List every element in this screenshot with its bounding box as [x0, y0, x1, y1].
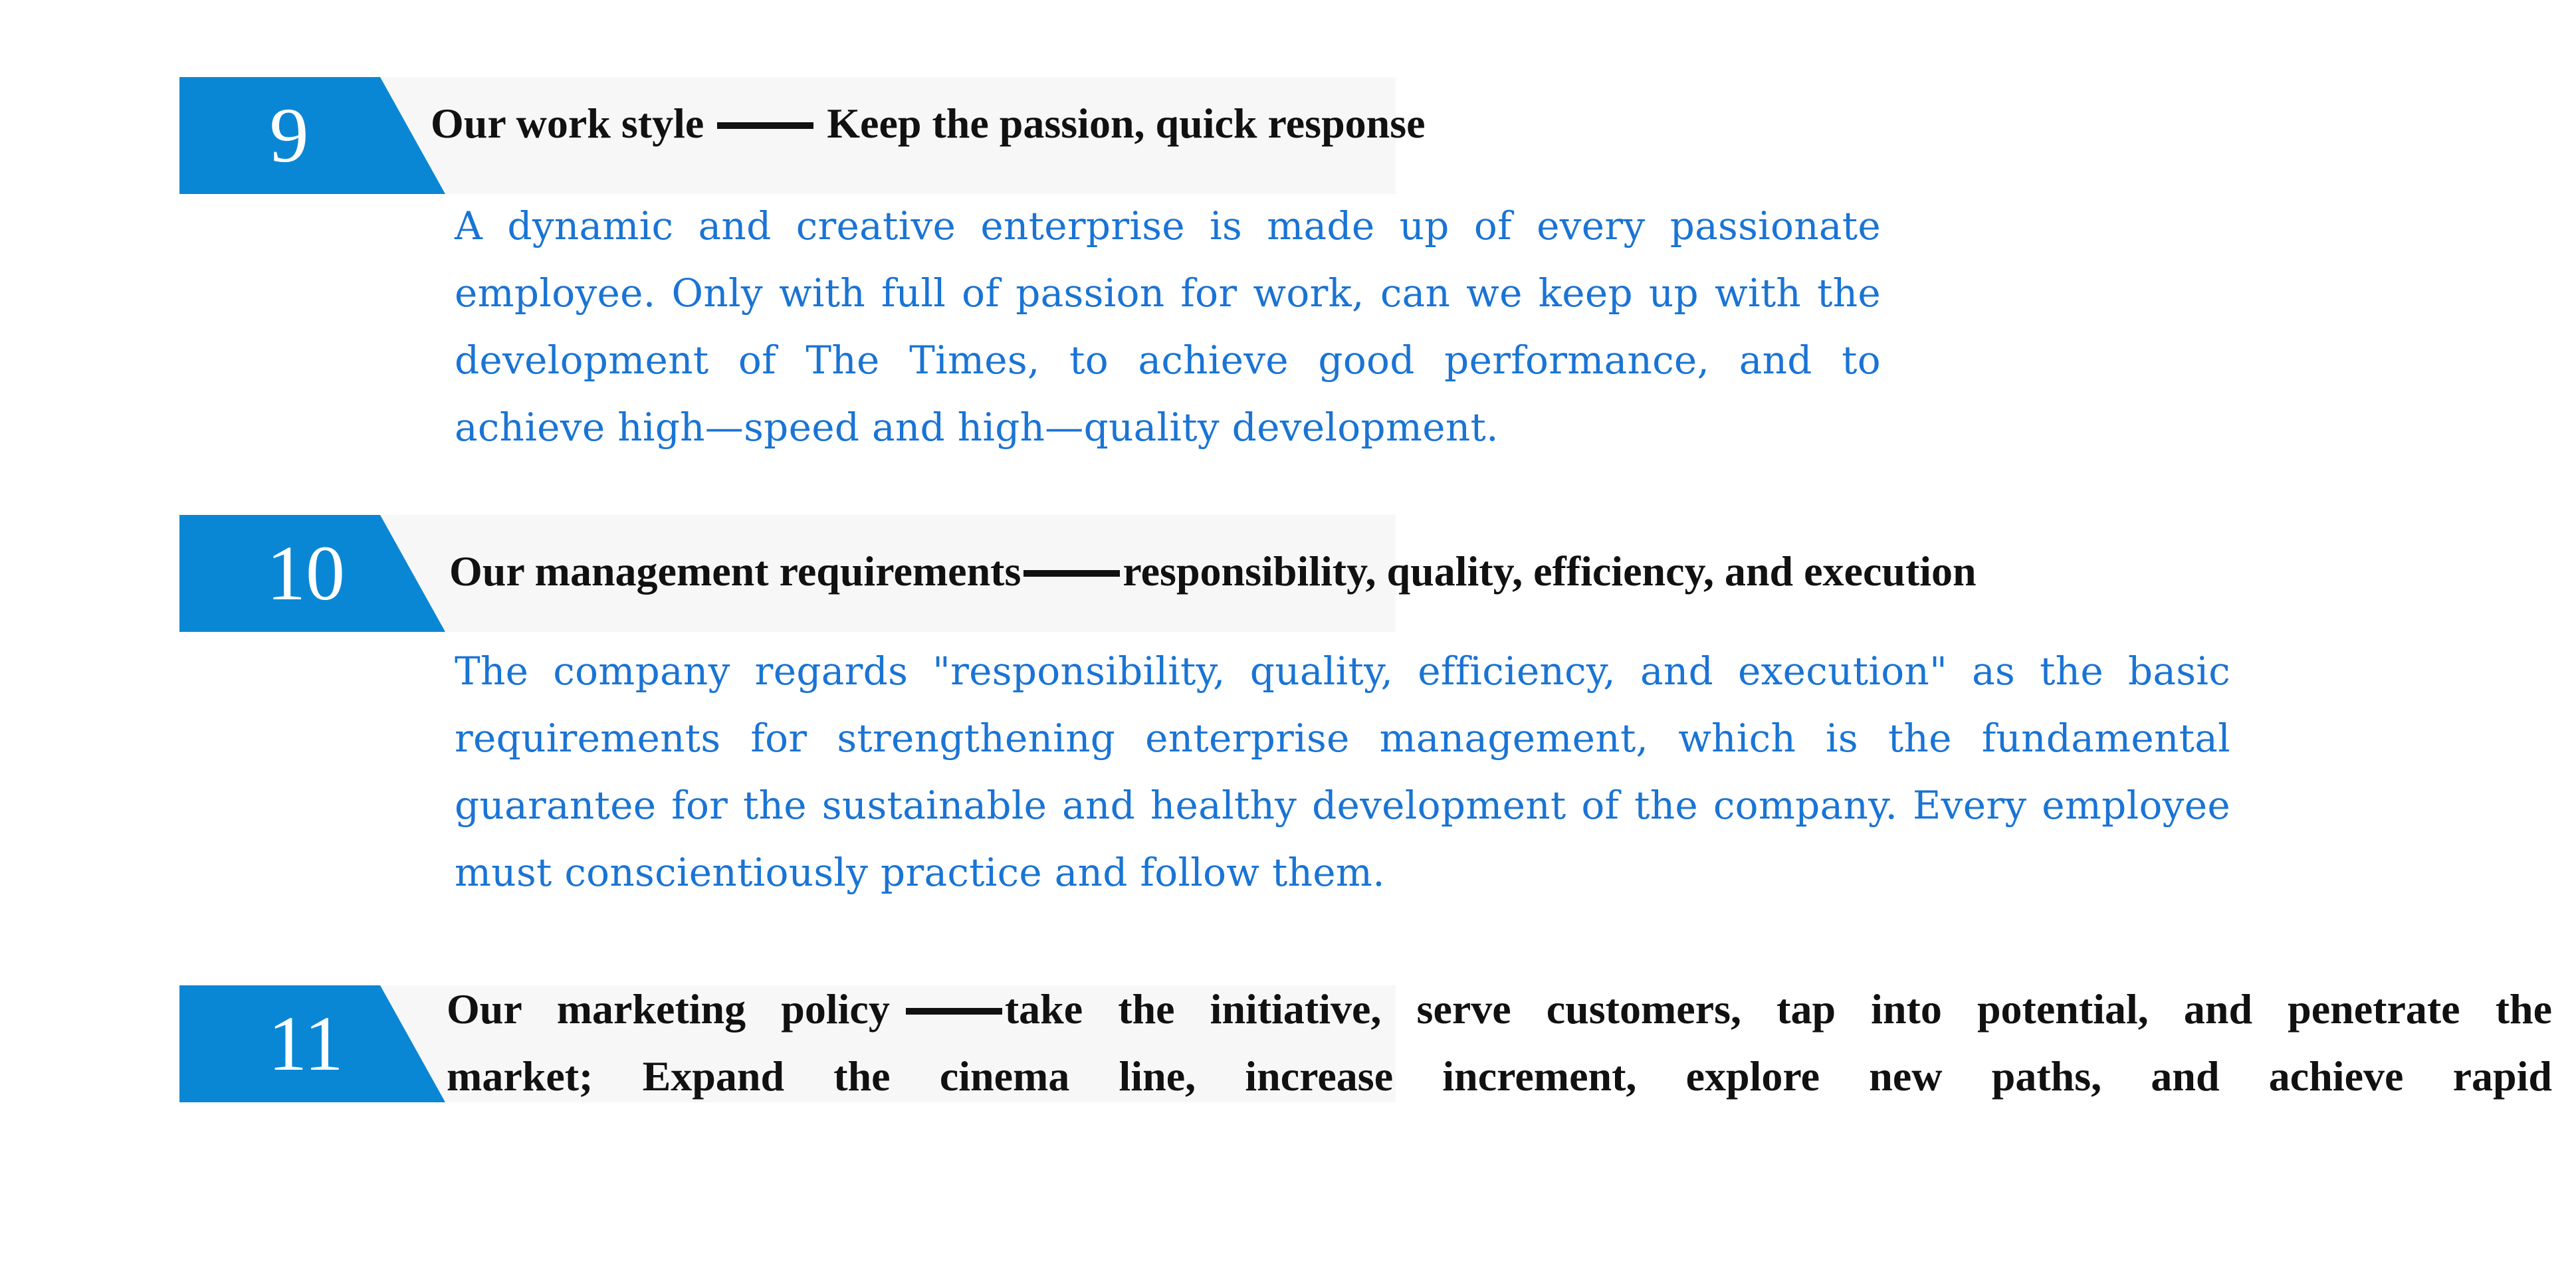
heading-line-2: market; Expand the cinema line, increase increment, explore new paths, and achieve rapid — [447, 1052, 2552, 1100]
section-9-number-badge — [179, 77, 445, 194]
section-9-body: A dynamic and creative enterprise is made up of every passionate employee. Only with full of passion for work, can we keep up with the development of The Times, to achieve good performance, and to achieve high—speed and high—quality development. — [455, 203, 1881, 450]
em-dash-divider — [1023, 570, 1120, 577]
heading-left: Our marketing policy — [447, 985, 890, 1033]
section-number: 9 — [269, 92, 309, 179]
section-11-heading — [447, 975, 2552, 1110]
heading-line-1-right: take the initiative, serve customers, tap into potential, and penetrate the — [1004, 985, 2553, 1033]
section-9-heading — [431, 90, 1426, 157]
section-10-body: The company regards "responsibility, quality, efficiency, and execution" as the basic requirements for strengthening enterprise management, which is the fundamental guarantee for the sustainable and healthy development of the company. Every employee must conscientiously practice and follow them. — [455, 648, 2230, 895]
section-10-number-badge — [179, 515, 445, 632]
heading-left: Our management requirements — [449, 547, 1021, 595]
section-number: 10 — [267, 530, 345, 617]
section-11-number-badge — [179, 985, 445, 1102]
heading-left: Our work style — [431, 100, 704, 147]
heading-right: responsibility, quality, efficiency, and execution — [1123, 547, 1977, 595]
section-number: 11 — [268, 1000, 344, 1087]
em-dash-divider — [906, 1008, 1002, 1015]
heading-right: Keep the passion, quick response — [827, 100, 1426, 147]
heading-line-1 — [447, 975, 2552, 1042]
em-dash-divider — [717, 122, 813, 129]
section-10-heading — [449, 538, 1977, 605]
